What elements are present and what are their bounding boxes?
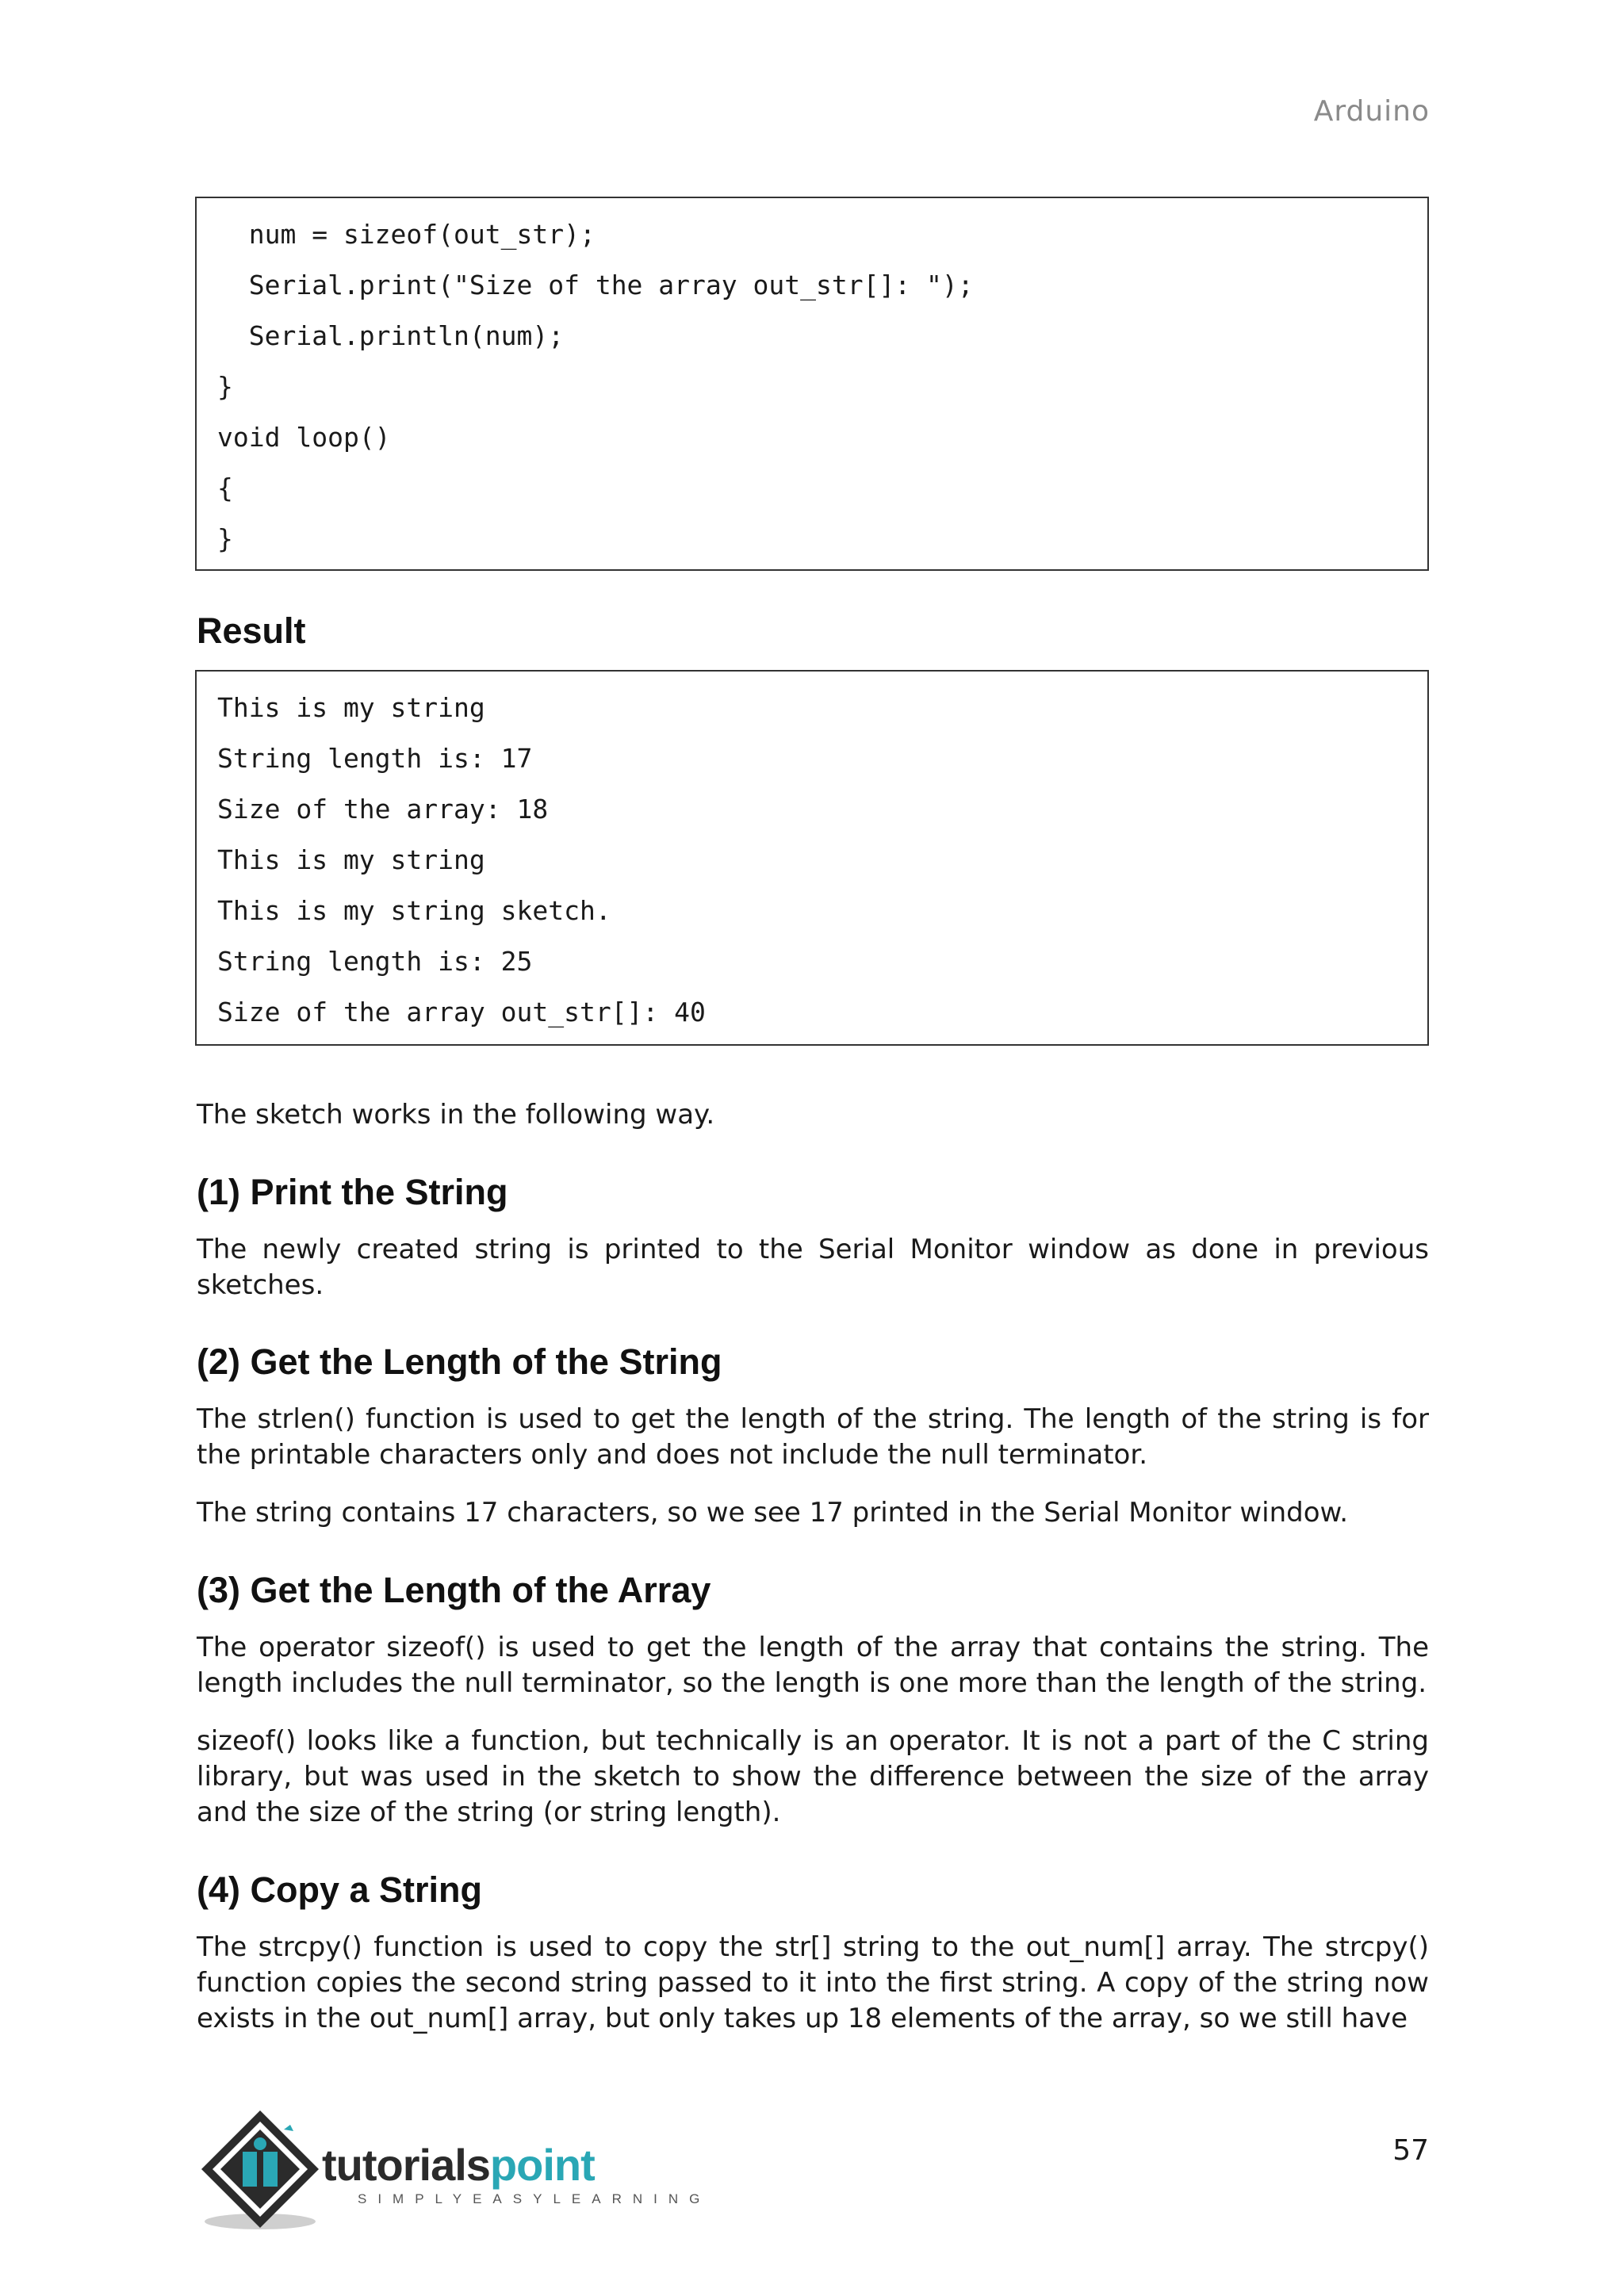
tutorialspoint-logo — [195, 2106, 711, 2233]
code-line: Serial.print("Size of the array out_str[]: "); — [217, 270, 974, 300]
intro-paragraph: The sketch works in the following way. — [197, 1099, 715, 1131]
section-paragraph: The strlen() function is used to get the length of the string. The length of the string is for the printable characters only and does not include the null terminator. — [197, 1403, 1429, 1471]
section-paragraph: The operator sizeof() is used to get the length of the array that contains the string. The length includes the null terminator, so the length is one more than the length of the string. — [197, 1632, 1429, 1699]
section-paragraph: The strcpy() function is used to copy the str[] string to the out_num[] array. The strcpy() function copies the second string passed to it into the first string. A copy of the string now exists in the out_num[] array, but only takes up 18 elements of the array, so we still have — [197, 1931, 1429, 2034]
logo-tagline: SIMPLYEASYLEARNING — [358, 2191, 711, 2206]
code-line: { — [217, 473, 233, 503]
code-line: } — [217, 523, 233, 554]
section-paragraph: The newly created string is printed to the Serial Monitor window as done in previous sketches. — [197, 1234, 1429, 1301]
page-number: 57 — [1392, 2134, 1429, 2167]
output-line: This is my string sketch. — [217, 895, 611, 926]
section-heading: (4) Copy a String — [197, 1869, 483, 1910]
running-header: Arduino — [1313, 95, 1430, 128]
section-heading: (2) Get the Length of the String — [197, 1341, 722, 1382]
logo-wordmark — [322, 2139, 595, 2191]
code-line: void loop() — [217, 422, 391, 453]
result-heading: Result — [197, 610, 306, 651]
result-output-block — [195, 670, 1429, 1046]
code-block — [195, 197, 1429, 571]
output-line: This is my string — [217, 844, 485, 875]
code-line: num = sizeof(out_str); — [217, 219, 596, 250]
output-line: String length is: 25 — [217, 946, 533, 977]
code-line: } — [217, 371, 233, 402]
section-heading: (1) Print the String — [197, 1172, 508, 1212]
section-heading: (3) Get the Length of the Array — [197, 1570, 711, 1610]
output-line: Size of the array out_str[]: 40 — [217, 997, 706, 1027]
output-line: This is my string — [217, 692, 485, 723]
section-paragraph: The string contains 17 characters, so we see 17 printed in the Serial Monitor window. — [197, 1497, 1349, 1529]
logo-wordmark-part1: tutorials — [322, 2140, 490, 2190]
output-line: Size of the array: 18 — [217, 794, 549, 825]
logo-diamond-icon — [195, 2106, 322, 2233]
logo-wordmark-part2: point — [489, 2140, 595, 2190]
output-line: String length is: 17 — [217, 743, 533, 774]
section-paragraph: sizeof() looks like a function, but technically is an operator. It is not a part of the C string library, but was used in the sketch to show the difference between the size of the array and the size of the string (or string length). — [197, 1725, 1429, 1828]
code-line: Serial.println(num); — [217, 320, 565, 351]
